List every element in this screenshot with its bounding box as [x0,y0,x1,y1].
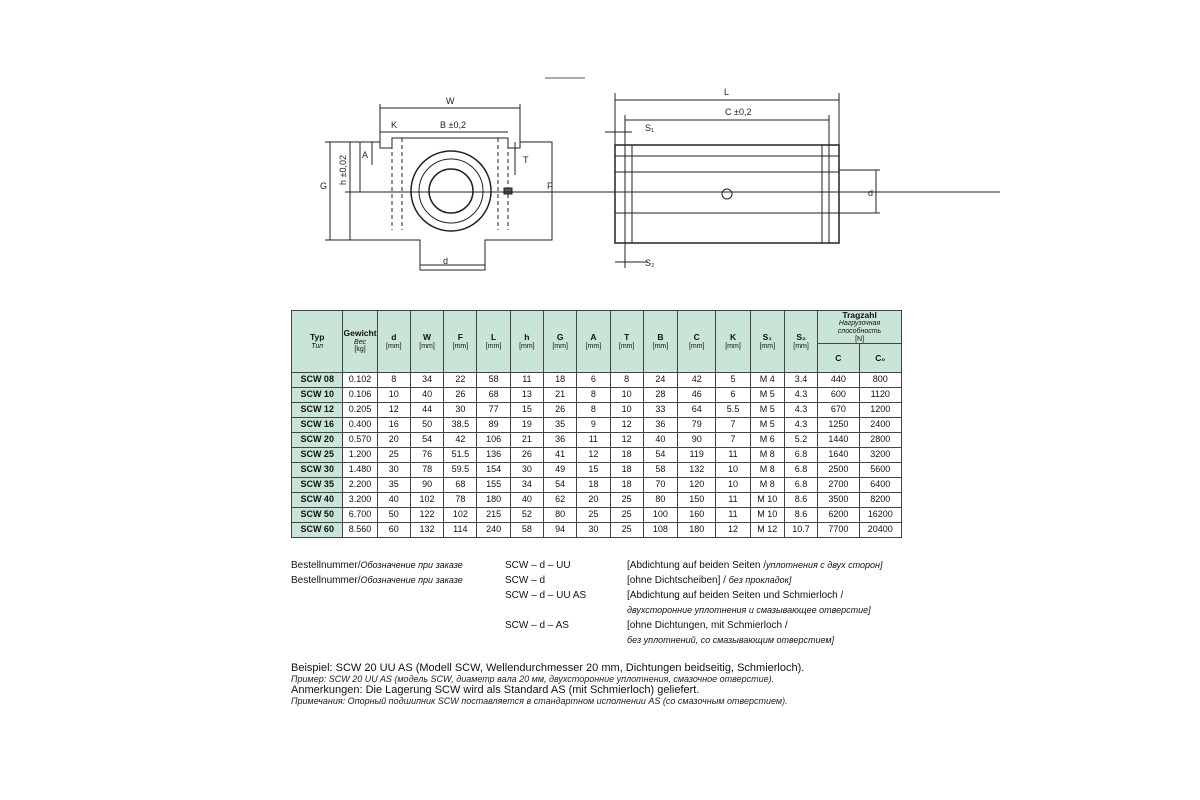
value-cell: 0.102 [343,373,377,388]
dim-T-label: T [523,155,529,165]
order-code: SCW – d [505,575,546,586]
value-cell: 90 [678,433,716,448]
value-cell: 1120 [859,388,902,403]
order-code: SCW – d – AS [505,620,569,631]
value-cell: 50 [377,508,410,523]
value-cell: 12 [610,433,643,448]
notes-section [291,662,911,706]
value-cell: 5.2 [784,433,817,448]
order-desc: двухсторонние уплотнения и смазывающее отверстие] [627,605,871,615]
value-cell: 21 [510,433,543,448]
value-cell: 76 [410,448,443,463]
order-label-2: Bestellnummer/Обозначение при заказе [291,575,463,586]
value-cell: 12 [610,418,643,433]
type-cell: SCW 50 [292,508,343,523]
value-cell: 68 [444,478,477,493]
header-tragzahl: Tragzahl Нагрузочная способность [N] [818,311,902,344]
value-cell: 60 [377,523,410,538]
value-cell: 16 [377,418,410,433]
value-cell: 8.6 [784,493,817,508]
value-cell: 50 [410,418,443,433]
value-cell: 20 [377,433,410,448]
value-cell: 3500 [818,493,859,508]
order-desc: [Abdichtung auf beiden Seiten /уплотнения с двух сторон] [627,560,883,571]
dim-W-label: W [446,96,455,106]
value-cell: 6400 [859,478,902,493]
value-cell: 26 [510,448,543,463]
type-cell: SCW 25 [292,448,343,463]
value-cell: 100 [643,508,677,523]
value-cell: 1250 [818,418,859,433]
table-row [292,388,902,403]
value-cell: 52 [510,508,543,523]
value-cell: 42 [678,373,716,388]
value-cell: M 8 [750,448,784,463]
value-cell: 8200 [859,493,902,508]
value-cell: 18 [610,478,643,493]
value-cell: 33 [643,403,677,418]
spec-table-body [292,373,902,538]
type-cell: SCW 20 [292,433,343,448]
value-cell: 79 [678,418,716,433]
type-cell: SCW 40 [292,493,343,508]
header-col: h [mm] [510,311,543,373]
value-cell: 1.200 [343,448,377,463]
value-cell: 12 [577,448,610,463]
value-cell: 26 [444,388,477,403]
value-cell: 41 [544,448,577,463]
value-cell: 59.5 [444,463,477,478]
value-cell: 3.4 [784,373,817,388]
value-cell: 8 [577,388,610,403]
value-cell: 28 [643,388,677,403]
value-cell: 8.6 [784,508,817,523]
value-cell: 114 [444,523,477,538]
value-cell: 21 [544,388,577,403]
value-cell: 4.3 [784,388,817,403]
value-cell: 25 [610,493,643,508]
value-cell: 30 [444,403,477,418]
value-cell: 68 [477,388,510,403]
dim-K-label: K [391,120,398,130]
value-cell: 18 [577,478,610,493]
value-cell: 1640 [818,448,859,463]
value-cell: 12 [377,403,410,418]
value-cell: 6.8 [784,448,817,463]
value-cell: 102 [444,508,477,523]
value-cell: 30 [377,463,410,478]
table-row [292,493,902,508]
table-row [292,508,902,523]
header-col: T [mm] [610,311,643,373]
type-cell: SCW 60 [292,523,343,538]
value-cell: 5.5 [716,403,750,418]
value-cell: 22 [444,373,477,388]
value-cell: 8.560 [343,523,377,538]
value-cell: 42 [444,433,477,448]
type-cell: SCW 16 [292,418,343,433]
value-cell: 18 [610,463,643,478]
front-view-body [350,138,552,270]
value-cell: 58 [643,463,677,478]
value-cell: 120 [678,478,716,493]
value-cell: 58 [477,373,510,388]
value-cell: 1200 [859,403,902,418]
value-cell: 154 [477,463,510,478]
dim-d-front-label: d [443,256,449,266]
value-cell: 102 [410,493,443,508]
side-view-body [615,145,839,243]
value-cell: 35 [544,418,577,433]
value-cell: 40 [377,493,410,508]
value-cell: 54 [643,448,677,463]
value-cell: 6.8 [784,478,817,493]
dim-S1-label: S₁ [645,123,655,133]
value-cell: 10 [610,388,643,403]
dim-B-label: B ±0,2 [440,120,466,130]
value-cell: 58 [510,523,543,538]
value-cell: 119 [678,448,716,463]
technical-drawing [0,0,1200,300]
value-cell: 11 [716,493,750,508]
value-cell: 6.8 [784,463,817,478]
value-cell: 10 [610,403,643,418]
value-cell: 4.3 [784,403,817,418]
value-cell: 51.5 [444,448,477,463]
dim-G-label: G [320,181,328,191]
value-cell: 3.200 [343,493,377,508]
value-cell: 89 [477,418,510,433]
value-cell: 30 [510,463,543,478]
value-cell: 30 [577,523,610,538]
value-cell: 10 [377,388,410,403]
table-row [292,403,902,418]
value-cell: 8 [577,403,610,418]
value-cell: 4.3 [784,418,817,433]
value-cell: 40 [510,493,543,508]
header-c0: C₀ [859,344,902,373]
table-row [292,523,902,538]
value-cell: 5600 [859,463,902,478]
value-cell: 19 [510,418,543,433]
value-cell: 160 [678,508,716,523]
dim-C-label: C ±0,2 [725,107,752,117]
value-cell: 132 [410,523,443,538]
value-cell: 240 [477,523,510,538]
dim-h-label: h ±0,02 [338,155,348,185]
order-desc: [ohne Dichtungen, mit Schmierloch / [627,620,788,631]
value-cell: 11 [577,433,610,448]
value-cell: M 5 [750,403,784,418]
header-c: C [818,344,859,373]
value-cell: 106 [477,433,510,448]
value-cell: 26 [544,403,577,418]
value-cell: 10 [716,463,750,478]
value-cell: 8 [610,373,643,388]
type-cell: SCW 10 [292,388,343,403]
table-row [292,373,902,388]
value-cell: 35 [377,478,410,493]
value-cell: 25 [610,508,643,523]
value-cell: M 10 [750,493,784,508]
value-cell: 54 [410,433,443,448]
header-col: G [mm] [544,311,577,373]
value-cell: 62 [544,493,577,508]
value-cell: 80 [544,508,577,523]
header-col: A [mm] [577,311,610,373]
value-cell: 6 [716,388,750,403]
dim-S2-label: S₂ [645,258,655,268]
value-cell: M 6 [750,433,784,448]
value-cell: 34 [410,373,443,388]
dim-d-side-label: d [868,188,874,198]
order-label-1: Bestellnummer/Обозначение при заказе [291,560,463,571]
value-cell: 11 [510,373,543,388]
value-cell: 2400 [859,418,902,433]
value-cell: 15 [577,463,610,478]
dim-F-label: F [547,181,553,191]
order-desc: без уплотнений, со смазывающим отверстием] [627,635,835,645]
value-cell: 20 [577,493,610,508]
example-de: Beispiel: SCW 20 UU AS (Modell SCW, Wellendurchmesser 20 mm, Dichtungen beidseitig, Schmierloch). [291,662,805,674]
header-col: W [mm] [410,311,443,373]
header-col: S₂ [mm] [784,311,817,373]
value-cell: 77 [477,403,510,418]
value-cell: 40 [410,388,443,403]
value-cell: 180 [678,523,716,538]
dim-L-label: L [724,87,730,97]
value-cell: 40 [643,433,677,448]
type-cell: SCW 35 [292,478,343,493]
value-cell: 11 [716,448,750,463]
value-cell: 2800 [859,433,902,448]
value-cell: 64 [678,403,716,418]
value-cell: 2500 [818,463,859,478]
value-cell: 94 [544,523,577,538]
value-cell: 2700 [818,478,859,493]
value-cell: 10 [716,478,750,493]
value-cell: 6200 [818,508,859,523]
type-cell: SCW 12 [292,403,343,418]
value-cell: 0.106 [343,388,377,403]
value-cell: 44 [410,403,443,418]
spec-table [291,310,902,538]
value-cell: 1.480 [343,463,377,478]
value-cell: 46 [678,388,716,403]
value-cell: 2.200 [343,478,377,493]
header-col: L [mm] [477,311,510,373]
header-col: S₁ [mm] [750,311,784,373]
value-cell: 36 [544,433,577,448]
header-col: d [mm] [377,311,410,373]
value-cell: 150 [678,493,716,508]
value-cell: M 5 [750,418,784,433]
example-ru: Пример: SCW 20 UU AS (модель SCW, диаметр вала 20 мм, двухсторонние уплотнения, смазочное отверстие). [291,674,775,684]
value-cell: M 8 [750,478,784,493]
value-cell: 11 [716,508,750,523]
value-cell: 8 [377,373,410,388]
order-code: SCW – d – UU AS [505,590,587,601]
header-typ: Typ Тип [292,311,343,373]
value-cell: 5 [716,373,750,388]
value-cell: 78 [410,463,443,478]
value-cell: 670 [818,403,859,418]
value-cell: 136 [477,448,510,463]
value-cell: 1440 [818,433,859,448]
value-cell: 155 [477,478,510,493]
value-cell: 180 [477,493,510,508]
value-cell: 0.570 [343,433,377,448]
value-cell: 6.700 [343,508,377,523]
value-cell: 3200 [859,448,902,463]
dim-A-label: A [362,150,369,160]
value-cell: 25 [377,448,410,463]
order-desc: [Abdichtung auf beiden Seiten und Schmierloch / [627,590,844,601]
value-cell: 800 [859,373,902,388]
value-cell: M 12 [750,523,784,538]
value-cell: 24 [643,373,677,388]
value-cell: 80 [643,493,677,508]
table-row [292,463,902,478]
value-cell: 122 [410,508,443,523]
header-gewicht: Gewicht Вес [kg] [343,311,377,373]
table-row [292,448,902,463]
remarks-de: Anmerkungen: Die Lagerung SCW wird als Standard AS (mit Schmierloch) geliefert. [291,684,700,696]
value-cell: 78 [444,493,477,508]
table-row [292,418,902,433]
value-cell: 49 [544,463,577,478]
value-cell: 600 [818,388,859,403]
header-col: B [mm] [643,311,677,373]
value-cell: 15 [510,403,543,418]
value-cell: 7 [716,433,750,448]
value-cell: 16200 [859,508,902,523]
value-cell: 215 [477,508,510,523]
value-cell: 34 [510,478,543,493]
table-row [292,433,902,448]
value-cell: 7 [716,418,750,433]
header-col: K [mm] [716,311,750,373]
value-cell: 7700 [818,523,859,538]
value-cell: 0.205 [343,403,377,418]
value-cell: M 8 [750,463,784,478]
value-cell: 18 [544,373,577,388]
value-cell: 12 [716,523,750,538]
value-cell: 20400 [859,523,902,538]
header-col: C [mm] [678,311,716,373]
order-code: SCW – d – UU [505,560,571,571]
value-cell: 0.400 [343,418,377,433]
remarks-ru: Примечания: Опорный подшипник SCW поставляется в стандартном исполнении AS (со смазочным отверстием). [291,696,788,706]
value-cell: 90 [410,478,443,493]
value-cell: 18 [610,448,643,463]
type-cell: SCW 30 [292,463,343,478]
table-row [292,478,902,493]
value-cell: 25 [610,523,643,538]
value-cell: M 4 [750,373,784,388]
value-cell: M 5 [750,388,784,403]
value-cell: 6 [577,373,610,388]
value-cell: M 10 [750,508,784,523]
value-cell: 13 [510,388,543,403]
value-cell: 10.7 [784,523,817,538]
value-cell: 132 [678,463,716,478]
value-cell: 9 [577,418,610,433]
value-cell: 38.5 [444,418,477,433]
value-cell: 36 [643,418,677,433]
value-cell: 440 [818,373,859,388]
value-cell: 108 [643,523,677,538]
order-desc: [ohne Dichtscheiben] / без прокладок] [627,575,792,586]
value-cell: 54 [544,478,577,493]
type-cell: SCW 08 [292,373,343,388]
value-cell: 25 [577,508,610,523]
header-col: F [mm] [444,311,477,373]
value-cell: 70 [643,478,677,493]
